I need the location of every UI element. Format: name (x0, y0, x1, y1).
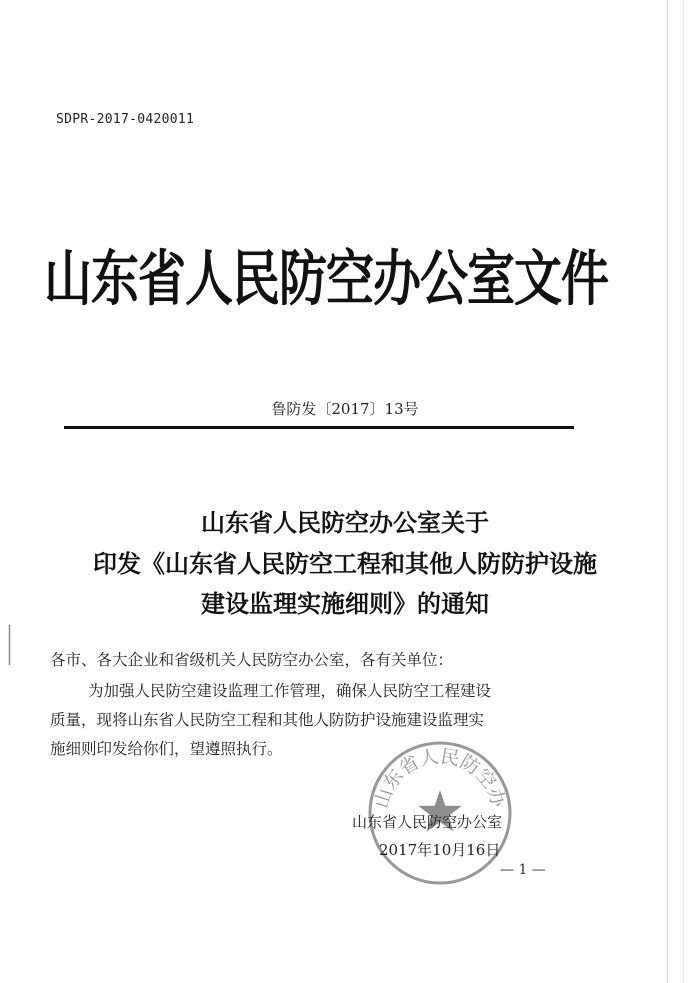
page-number: — 1 — (500, 862, 546, 878)
addressee: 各市、各大企业和省级机关人民防空办公室，各有关单位： (50, 651, 454, 669)
document-masthead: 山东省人民防空办公室文件 (44, 243, 609, 314)
signatory: 山东省人民防空办公室 (352, 813, 503, 831)
seal-text: 山东省人民防空办 (370, 745, 510, 811)
page-edge-line-outer (683, 0, 684, 983)
margin-mark (8, 625, 11, 665)
masthead-rule (64, 426, 574, 429)
title-line-2: 印发《山东省人民防空工程和其他人防防护设施 (93, 549, 597, 578)
document-code: SDPR-2017-0420011 (56, 112, 195, 127)
signing-date: 2017年10月16日 (379, 841, 501, 859)
body-line-2: 质量，现将山东省人民防空工程和其他人防防护设施建设监理实 (50, 711, 485, 729)
page-edge-line (667, 0, 668, 983)
body-line-3: 施细则印发给你们，望遵照执行。 (50, 740, 283, 758)
title-line-1: 山东省人民防空办公室关于 (201, 508, 489, 537)
body-line-1: 为加强人民防空建设监理工作管理，确保人民防空工程建设 (88, 682, 492, 700)
document-number: 鲁防发〔2017〕13号 (271, 400, 419, 418)
title-line-3: 建设监理实施细则》的通知 (201, 589, 489, 618)
